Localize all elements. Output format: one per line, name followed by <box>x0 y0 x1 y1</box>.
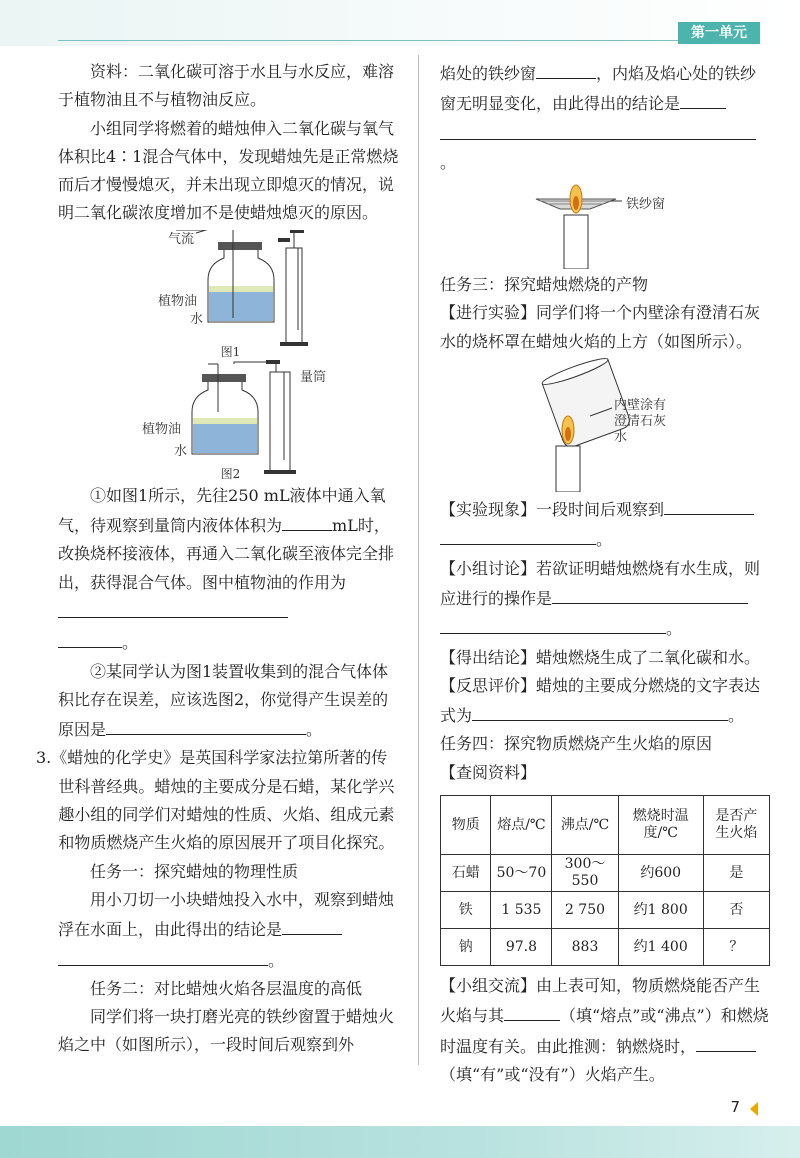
table-row <box>441 855 770 892</box>
answer-blank[interactable] <box>440 524 596 545</box>
task-4-title: 任务四：探究物质燃烧产生火焰的原因 <box>440 734 713 754</box>
gauze-result: 焰处的铁纱窗 ，内焰及焰心处的铁纱窗无明显变化，由此得出的结论是 。 <box>440 58 770 177</box>
answer-blank[interactable] <box>440 119 756 140</box>
table-cell: ？ <box>703 929 769 966</box>
figure-1 <box>58 230 403 358</box>
table-cell: 97.8 <box>491 929 552 966</box>
lookup-heading: 【查阅资料】 <box>440 762 537 782</box>
answer-blank[interactable] <box>440 613 666 634</box>
label-oil-2: 植物油 <box>142 421 182 437</box>
reflection: 【反思评价】蜡烛的主要成分燃烧的文字表达式为 。 <box>440 675 761 726</box>
table-header-row <box>441 796 770 855</box>
table-row <box>441 929 770 966</box>
table-cell: 钠 <box>441 929 491 966</box>
label-oil-1: 植物油 <box>158 293 198 309</box>
conclusion: 【得出结论】蜡烛燃烧生成了二氧化碳和水。 <box>440 647 761 667</box>
figure-2-caption: 图2 <box>220 466 241 481</box>
label-cylinder: 量筒 <box>300 369 327 385</box>
left-column <box>36 58 403 1060</box>
task-2-title: 任务二：对比蜡烛火焰各层温度的高低 <box>90 978 363 998</box>
task-1-title: 任务一：探究蜡烛的物理性质 <box>90 861 299 881</box>
page-number: 7 <box>730 1098 740 1116</box>
task-1-text: 用小刀切一小块蜡烛投入水中，观察到蜡烛浮在水面上，由此得出的结论是 。 <box>58 889 395 970</box>
observation: 【实验现象】一段时间后观察到 。 <box>440 494 770 555</box>
question-3: 3.《蜡烛的化学史》是英国科学家法拉第所著的传世科普经典。蜡烛的主要成分是石蜡，某化学兴趣小组的同学们对蜡烛的性质、火焰、组成元素和物质燃烧产生火焰的原因展开了项目化探究。 <box>36 748 395 853</box>
page-arrow-icon <box>750 1102 758 1116</box>
figure-2 <box>58 360 403 480</box>
beaker-candle-drawing <box>440 358 770 492</box>
label-airflow: 气流 <box>168 231 195 247</box>
table-header: 物质 <box>441 796 491 855</box>
table-cell: 约1 800 <box>618 892 703 929</box>
unit-tab: 第一单元 <box>678 22 760 44</box>
discussion: 【小组讨论】若欲证明蜡烛燃烧有水生成，则应进行的操作是 。 <box>440 558 761 639</box>
table-row <box>441 892 770 929</box>
table-cell: 约600 <box>618 855 703 892</box>
table-header: 沸点/℃ <box>552 796 618 855</box>
table-cell: 约1 400 <box>618 929 703 966</box>
table-cell: 2 750 <box>552 892 618 929</box>
answer-blank[interactable] <box>680 88 726 109</box>
answer-blank[interactable] <box>472 700 728 721</box>
beaker-figure <box>440 358 770 492</box>
question-2: ②某同学认为图1装置收集到的混合气体体积比存在误差，应该选图2，你觉得产生误差的原因是 。 <box>58 661 389 740</box>
answer-blank[interactable] <box>536 58 596 79</box>
answer-blank[interactable] <box>58 945 268 966</box>
answer-blank[interactable] <box>58 597 288 618</box>
table-header: 是否产生火焰 <box>703 796 769 855</box>
data-table <box>440 795 770 966</box>
table-cell: 是 <box>703 855 769 892</box>
answer-blank[interactable] <box>696 1031 756 1052</box>
answer-blank[interactable] <box>504 1000 560 1021</box>
experiment-text: 小组同学将燃着的蜡烛伸入二氧化碳与氧气体积比4∶1混合气体中，发现蜡烛先是正常燃烧而后才慢慢熄灭，并未出现立即熄灭的情况，说明二氧化碳浓度增加不是使蜡烛熄灭的原因。 <box>58 118 399 223</box>
task-2-text: 同学们将一块打磨光亮的铁纱窗置于蜡烛火焰之中（如图所示），一段时间后观察到外 <box>58 1007 395 1055</box>
table-cell: 50～70 <box>491 855 552 892</box>
task-3-title: 任务三：探究蜡烛燃烧的产物 <box>440 275 649 295</box>
label-water-1: 水 <box>190 311 204 327</box>
table-cell: 300～550 <box>552 855 618 892</box>
label-water-2: 水 <box>174 443 188 459</box>
column-divider <box>418 55 419 1065</box>
table-cell: 否 <box>703 892 769 929</box>
label-gauze: 铁纱窗 <box>626 197 666 213</box>
gauze-candle-drawing <box>440 179 770 269</box>
answer-blank[interactable] <box>58 627 122 648</box>
group-exchange: 【小组交流】由上表可知，物质燃烧能否产生火焰与其 （填“熔点”或“沸点”）和燃烧时温度有关。由此推测：钠燃烧时，（填“有”或“没有”）火焰产生。 <box>440 976 769 1084</box>
table-cell: 石蜡 <box>441 855 491 892</box>
table-cell: 铁 <box>441 892 491 929</box>
answer-blank[interactable] <box>106 714 306 735</box>
experiment-step: 【进行实验】同学们将一个内壁涂有澄清石灰水的烧杯罩在蜡烛火焰的上方（如图所示）。 <box>440 303 761 351</box>
question-1: ①如图1所示，先往250 mL液体中通入氧气，待观察到量筒内液体体积为 mL时，改换烧杯接液体，再通入二氧化碳至液体完全排出，获得混合气体。图中植物油的作用为 。 <box>58 485 395 653</box>
footer-band <box>0 1126 800 1158</box>
table-cell: 1 535 <box>491 892 552 929</box>
header-rule <box>58 40 760 41</box>
answer-blank[interactable] <box>282 510 332 531</box>
answer-blank[interactable] <box>282 914 342 935</box>
material-text: 资料：二氧化碳可溶于水且与水反应，难溶于植物油且不与植物油反应。 <box>58 62 395 110</box>
table-header: 熔点/℃ <box>491 796 552 855</box>
right-column <box>440 58 770 1089</box>
table-header: 燃烧时温度/℃ <box>618 796 703 855</box>
gauze-figure <box>440 179 770 269</box>
table-cell: 883 <box>552 929 618 966</box>
answer-blank[interactable] <box>552 583 748 604</box>
answer-blank[interactable] <box>664 494 754 515</box>
label-beaker: 内壁涂有澄清石灰水 <box>614 398 667 446</box>
figure-1-caption: 图1 <box>220 344 241 359</box>
